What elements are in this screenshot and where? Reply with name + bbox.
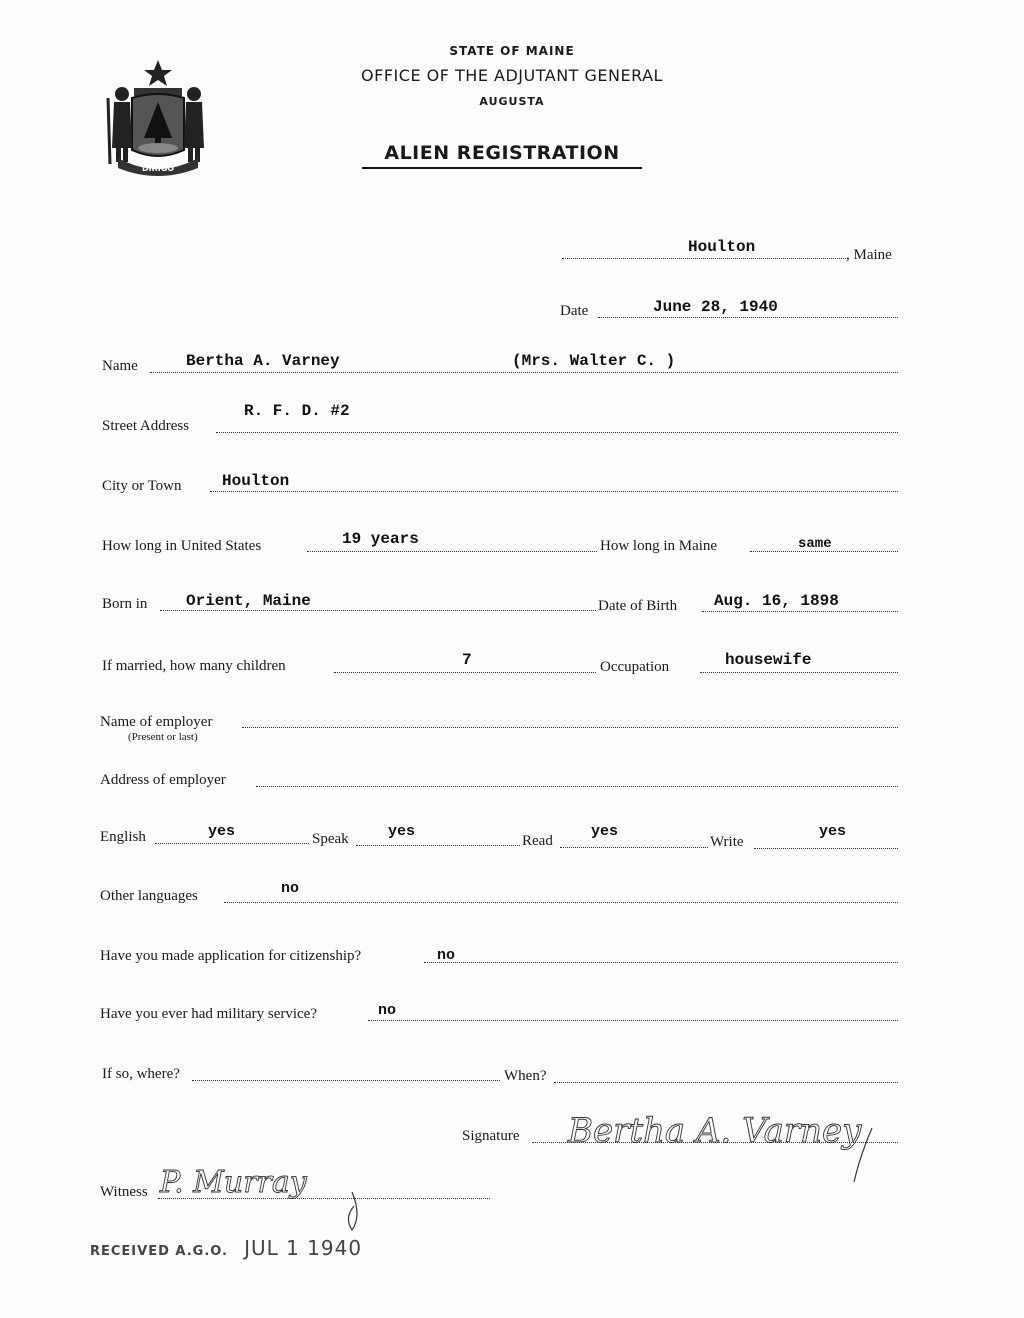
english-value: yes	[208, 823, 236, 840]
citizenship-value: no	[437, 947, 456, 964]
office-heading: OFFICE OF THE ADJUTANT GENERAL	[361, 66, 663, 85]
us-duration-label: How long in United States	[102, 538, 262, 554]
city-label: City or Town	[102, 478, 182, 494]
military-label: Have you ever had military service?	[100, 1006, 317, 1022]
occupation-label: Occupation	[600, 659, 670, 675]
born-value: Orient, Maine	[186, 592, 311, 610]
location-state: , Maine	[846, 247, 892, 263]
city-heading: AUGUSTA	[479, 95, 545, 108]
employer-address-label: Address of employer	[100, 772, 226, 788]
employer-label: Name of employer	[100, 714, 213, 730]
name-value: Bertha A. Varney	[186, 352, 340, 370]
svg-text:DIRIGO: DIRIGO	[141, 164, 175, 173]
maine-duration-value: same	[798, 536, 832, 552]
where-label: If so, where?	[102, 1066, 180, 1082]
received-stamp-date: JUL 1 1940	[244, 1236, 363, 1260]
witness-label: Witness	[100, 1184, 148, 1200]
city-value: Houlton	[222, 472, 290, 490]
dob-value: Aug. 16, 1898	[714, 592, 839, 610]
dob-label: Date of Birth	[598, 598, 678, 614]
maine-duration-label: How long in Maine	[600, 538, 718, 554]
children-label: If married, how many children	[102, 658, 286, 674]
born-label: Born in	[102, 596, 148, 612]
date-value: June 28, 1940	[653, 298, 778, 316]
other-languages-label: Other languages	[100, 888, 198, 904]
read-label: Read	[522, 833, 553, 849]
speak-label: Speak	[312, 831, 349, 847]
write-label: Write	[710, 834, 744, 850]
state-heading: STATE OF MAINE	[449, 44, 575, 58]
name-label: Name	[102, 358, 138, 374]
received-stamp-text: RECEIVED A.G.O.	[90, 1244, 228, 1259]
received-stamp	[90, 1236, 362, 1260]
witness-signature-image	[156, 1152, 376, 1232]
english-label: English	[100, 829, 146, 845]
when-label: When?	[504, 1068, 547, 1084]
children-value: 7	[462, 651, 472, 669]
date-label: Date	[560, 303, 589, 319]
citizenship-label: Have you made application for citizenship?	[100, 948, 362, 964]
us-duration-value: 19 years	[342, 530, 419, 548]
form-title: ALIEN REGISTRATION	[362, 142, 642, 169]
witness-text: P. Murray	[160, 1165, 307, 1200]
other-languages-value: no	[281, 880, 300, 897]
occupation-value: housewife	[725, 651, 812, 669]
military-value: no	[378, 1002, 397, 1019]
name-extra: (Mrs. Walter C. )	[512, 352, 676, 370]
employer-note: (Present or last)	[128, 731, 198, 743]
signature-image	[560, 1096, 910, 1186]
signature-label: Signature	[462, 1128, 520, 1144]
signature-text: Bertha A. Varney	[568, 1111, 862, 1151]
location-town: Houlton	[688, 238, 756, 256]
street-value: R. F. D. #2	[244, 402, 350, 420]
write-value: yes	[819, 823, 847, 840]
speak-value: yes	[388, 823, 416, 840]
read-value: yes	[591, 823, 619, 840]
street-label: Street Address	[102, 418, 190, 434]
